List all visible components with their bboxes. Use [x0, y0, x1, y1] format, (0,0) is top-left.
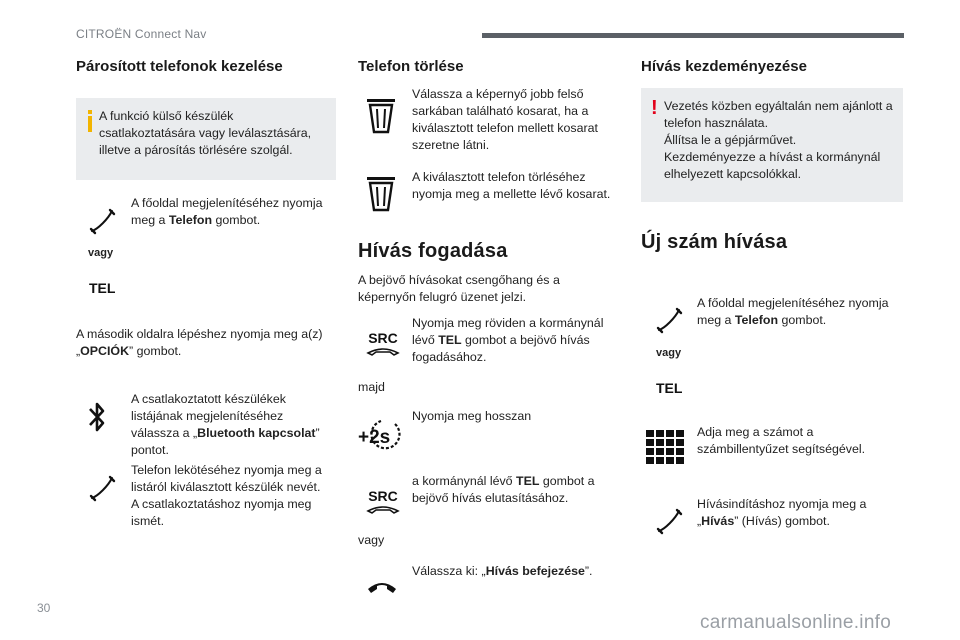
watermark: carmanualsonline.info: [700, 612, 892, 633]
new-step-open-phone-text: A főoldal megjelenítéséhez nyomja meg a Telefon gombot.: [697, 296, 889, 327]
delete-step-1-text: Válassza a képernyő jobb felső sarkában található kosarat, ha a kiválasztott telefon mellett kosarat szeretne látni.: [412, 87, 598, 152]
end-call-text: Válassza ki: „Hívás befejezése”.: [412, 564, 593, 578]
hang-up-icon: [366, 576, 398, 596]
press-long-text: Nyomja meg hosszan: [412, 409, 532, 423]
section-title-paired-phones: Párosított telefonok kezelése: [76, 58, 283, 75]
section-title-delete-phone: Telefon törlése: [358, 58, 464, 75]
disconnect-step-text: Telefon lekötéséhez nyomja meg a listáról kiválasztott készülék nevét. A csatlakoztatáshoz nyomja meg ismét.: [131, 463, 322, 528]
two-seconds-label: +2s: [358, 427, 391, 448]
info-box-text: A funkció külső készülék csatlakoztatására vagy leválasztására, illetve a párosítás törlésére szolgál.: [99, 109, 312, 157]
src-phone-icon: SRC: [362, 484, 404, 518]
section-title-make-call: Hívás kezdeményezése: [641, 58, 807, 75]
phone-handset-icon: [655, 306, 683, 334]
warning-box-text: Vezetés közben egyáltalán nem ajánlott a telefon használata. Állítsa le a gépjárművet. Kezdeményezze a hívást a kormánynál elhelyezett kapcsolókkal.: [664, 99, 893, 181]
press-short-text: Nyomja meg röviden a kormánynál lévő TEL gombot a bejövő hívás fogadásához.: [412, 316, 604, 364]
info-box: [76, 98, 336, 180]
header-title: CITROËN Connect Nav: [76, 27, 207, 41]
two-seconds-icon: [357, 418, 405, 452]
warning-box: [641, 88, 903, 202]
or-label: vagy: [656, 347, 682, 359]
keypad-icon: [646, 430, 686, 466]
call-step-text: Hívásindításhoz nyomja meg a „Hívás” (Hívás) gombot.: [697, 497, 867, 528]
warning-icon: !: [651, 97, 658, 119]
page-number: 30: [37, 601, 51, 615]
bluetooth-step-text: A csatlakoztatott készülékek listájának megjelenítéséhez válassza a „Bluetooth kapcsolat” pontot.: [131, 392, 320, 457]
or-label: vagy: [88, 247, 114, 259]
options-text: A második oldalra lépéshez nyomja meg a(z) „OPCIÓK” gombot.: [76, 327, 323, 358]
phone-handset-icon: [88, 474, 116, 502]
info-icon: [88, 110, 92, 132]
tel-button-label: TEL: [656, 380, 683, 396]
trash-icon: [366, 96, 396, 134]
then-label: majd: [358, 380, 385, 394]
receive-intro-text: A bejövő hívásokat csengőhang és a képernyőn felugró üzenet jelzi.: [358, 273, 560, 304]
trash-icon: [366, 174, 396, 212]
tel-button-label: TEL: [89, 280, 116, 296]
delete-step-2-text: A kiválasztott telefon törléséhez nyomja meg a mellette lévő kosarat.: [412, 170, 611, 201]
bluetooth-icon: [86, 400, 108, 434]
header-bar: [482, 33, 904, 38]
phone-handset-icon: [88, 207, 116, 235]
step-open-phone-text: A főoldal megjelenítéséhez nyomja meg a Telefon gombot.: [131, 196, 323, 227]
or-label: vagy: [358, 533, 385, 547]
phone-handset-icon: [655, 507, 683, 535]
section-title-new-number: Új szám hívása: [641, 231, 788, 253]
reject-call-text: a kormánynál lévő TEL gombot a bejövő hívás elutasításához.: [412, 474, 595, 505]
section-title-receive-call: Hívás fogadása: [358, 240, 508, 262]
keypad-step-text: Adja meg a számot a számbillentyűzet segítségével.: [697, 425, 866, 456]
src-phone-icon: SRC: [362, 326, 404, 360]
